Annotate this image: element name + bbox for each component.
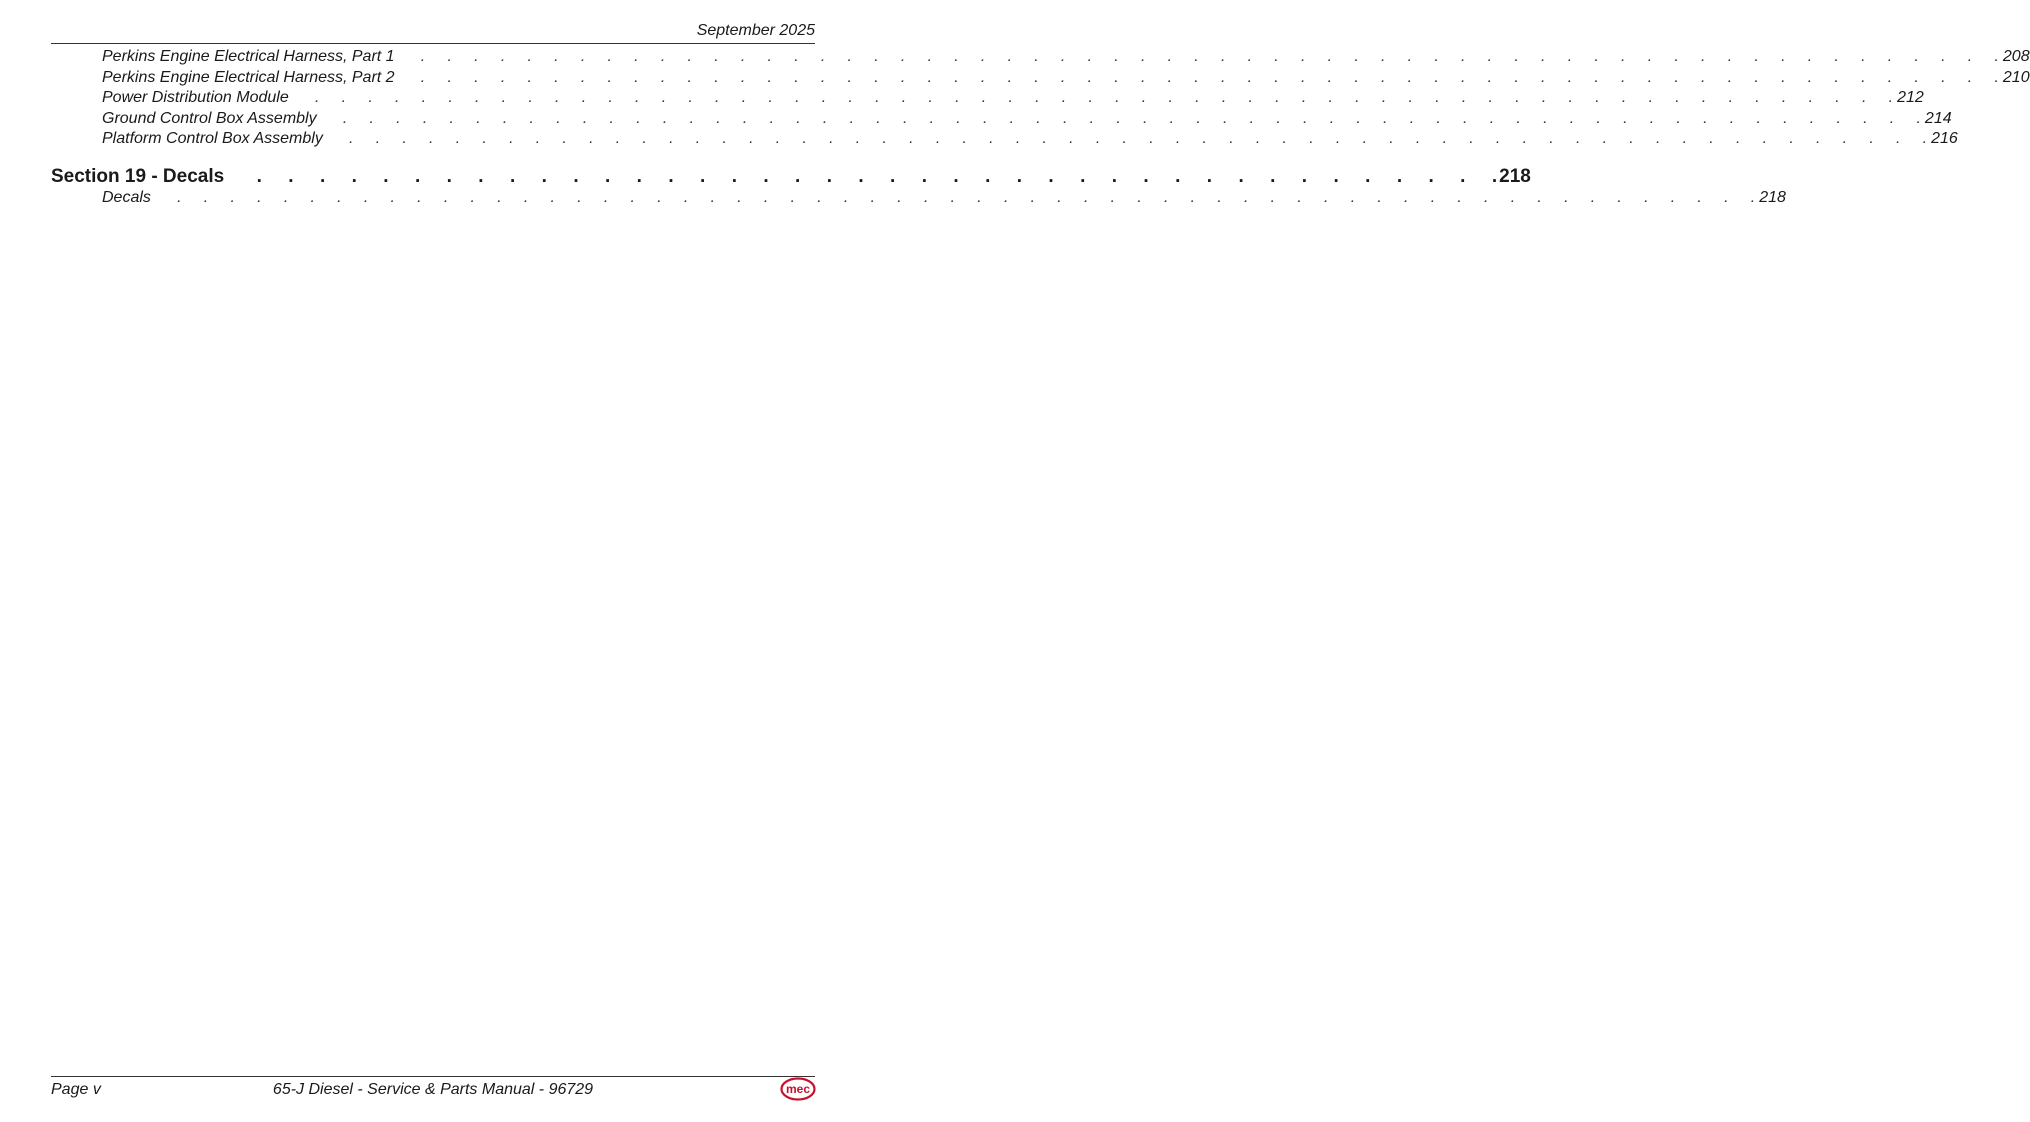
mec-logo-text: mec [785, 1082, 811, 1096]
toc-entry-title: Decals [102, 188, 151, 206]
toc-entry-title: Power Distribution Module [102, 89, 289, 107]
toc-entry-page: 208 [2002, 48, 2030, 65]
toc-entry[interactable] [51, 188, 1786, 209]
header-divider [51, 43, 815, 44]
mec-logo [780, 1077, 816, 1101]
toc-leader: . . . . . . . . . . . . . . . . . . . . . . . . . . . . . . . . . . . . . . . . . . . . . . . . . . . . . . . . . . . . [292, 89, 1894, 107]
toc-leader: . . . . . . . . . . . . . . . . . . . . . . . . . . . . . . . . . . . . . . . . . . . . . . . . . . . . . . . . . . . . [398, 48, 1999, 65]
section-title: Section 19 - Decals [51, 165, 225, 187]
toc-entry[interactable] [51, 68, 2030, 89]
toc-section-heading[interactable] [51, 165, 1531, 188]
toc-entry-page: 214 [1924, 109, 1952, 127]
toc-entry[interactable] [51, 88, 1924, 109]
toc-entry-title: Perkins Engine Electrical Harness, Part 2 [102, 68, 395, 86]
section-page: 218 [1499, 165, 1531, 187]
footer-manual-title: 65-J Diesel - Service & Parts Manual - 96729 [272, 1081, 594, 1098]
toc-leader: . . . . . . . . . . . . . . . . . . . . . . . . . . . . . . . . . . . . . . . . [230, 165, 1498, 187]
toc-entry-title: Perkins Engine Electrical Harness, Part 1 [102, 48, 395, 65]
toc-entry-title: Ground Control Box Assembly [102, 109, 317, 127]
toc-entry-page: 210 [2002, 68, 2030, 86]
toc-entry[interactable] [51, 129, 1958, 150]
toc-entry-page: 216 [1931, 130, 1958, 148]
header-date: September 2025 [696, 22, 815, 39]
toc-entry-page: 218 [1759, 188, 1786, 206]
toc-entry-page: 212 [1897, 89, 1924, 107]
toc-leader: . . . . . . . . . . . . . . . . . . . . . . . . . . . . . . . . . . . . . . . . . . . . . . . . . . . . . . . . . . . . [326, 130, 1928, 148]
toc-leader: . . . . . . . . . . . . . . . . . . . . . . . . . . . . . . . . . . . . . . . . . . . . . . . . . . . . . . . . . . . . [154, 188, 1756, 206]
footer-divider [51, 1076, 815, 1077]
toc-entry-title: Platform Control Box Assembly [102, 130, 323, 148]
footer-page-number: Page v [51, 1081, 101, 1098]
toc-leader: . . . . . . . . . . . . . . . . . . . . . . . . . . . . . . . . . . . . . . . . . . . . . . . . . . . . . . . . . . . . [320, 109, 1921, 127]
toc-entry[interactable] [51, 47, 2030, 68]
toc-entry[interactable] [51, 109, 1952, 130]
table-of-contents [51, 47, 2030, 209]
toc-leader: . . . . . . . . . . . . . . . . . . . . . . . . . . . . . . . . . . . . . . . . . . . . . . . . . . . . . . . . . . . . [398, 68, 1999, 86]
